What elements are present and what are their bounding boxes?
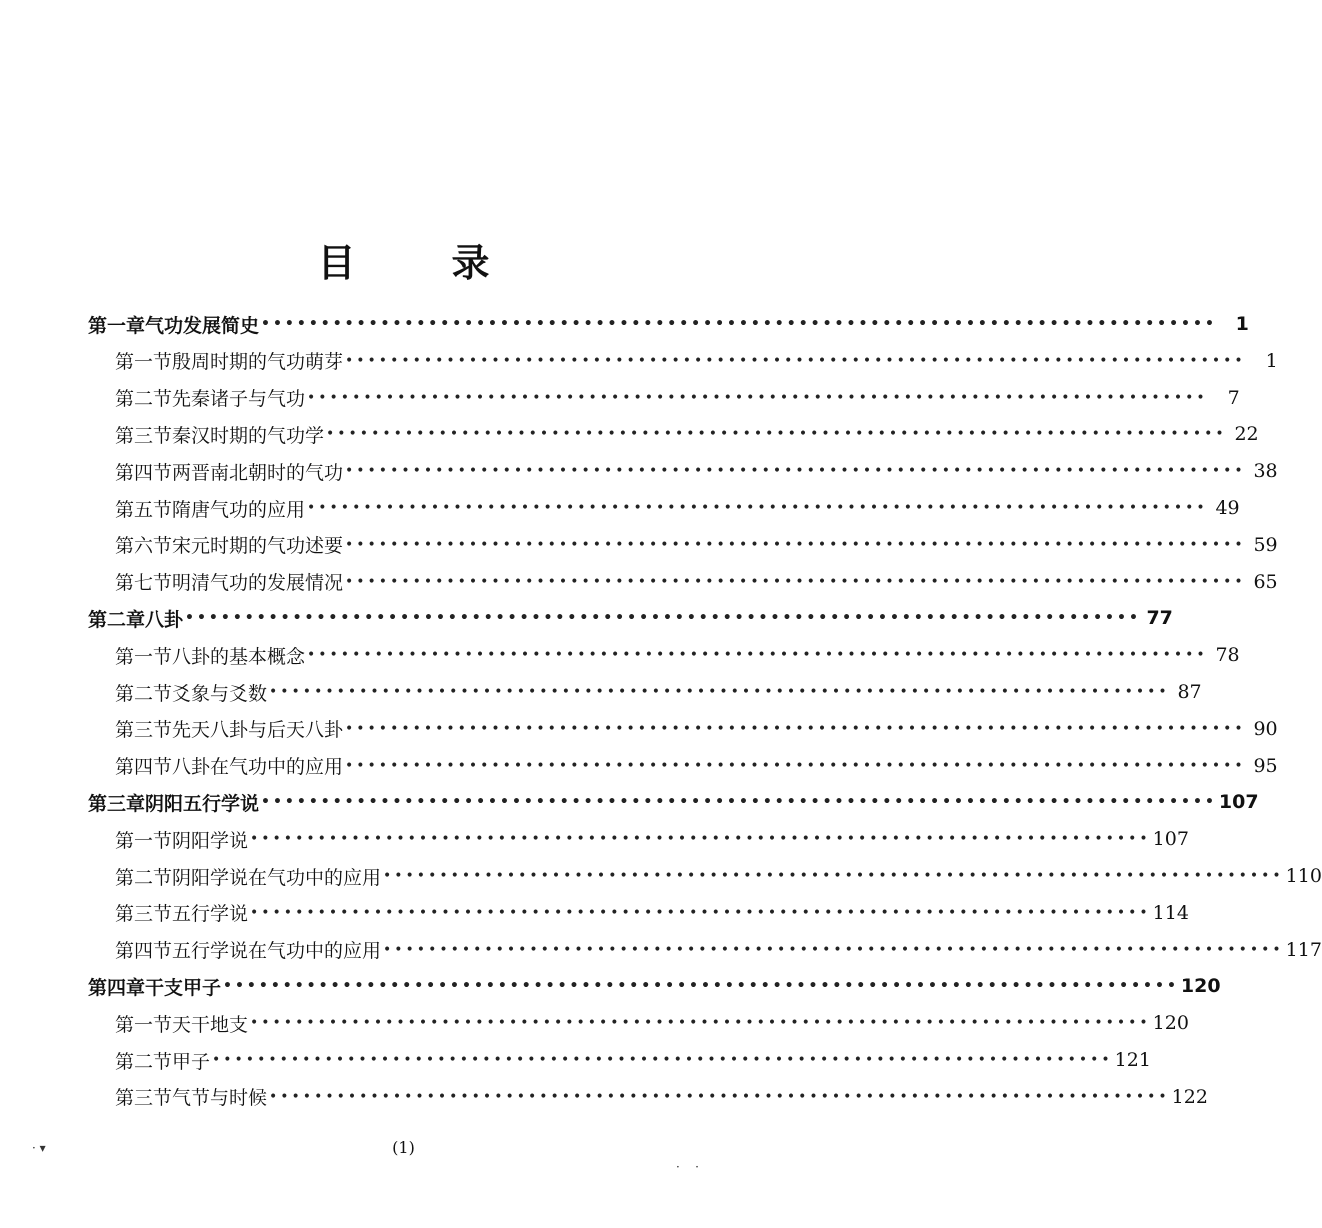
toc-entry-page: 7 (1227, 386, 1240, 409)
title-char-2: 录 (451, 241, 490, 285)
toc-chapter-entry (88, 602, 1173, 634)
dot-leader: •••••••••••••••••••••••••••••••••••••••••••••••••••••••••••••••••••••••••••••••• (269, 684, 1170, 700)
toc-section-entry (115, 566, 1278, 598)
dot-leader: •••••••••••••••••••••••••••••••••••••••••••••••••••••••••••••••••••••••••••••••• (185, 610, 1141, 627)
toc-section-entry (115, 713, 1278, 745)
scan-mark-right: · · (676, 1160, 699, 1174)
toc-entry-page: 120 (1180, 975, 1221, 998)
toc-entry-title: 气功发展简史 (145, 314, 260, 337)
dot-leader: •••••••••••••••••••••••••••••••••••••••••••••••••••••••••••••••••••••••••••••••• (345, 720, 1246, 737)
toc-entry-label: 第三节 (115, 424, 173, 447)
toc-section-entry (115, 897, 1189, 929)
toc-entry-label: 第二节 (115, 1050, 173, 1073)
toc-entry-title: 天干地支 (172, 1013, 249, 1036)
toc-section-entry (115, 418, 1259, 450)
toc-entry-label: 第二章 (88, 608, 146, 631)
toc-entry-label: 第六节 (115, 535, 173, 558)
toc-entry-label: 第四节 (115, 756, 173, 779)
toc-section-entry (115, 345, 1278, 377)
toc-entry-title: 五行学说 (172, 903, 249, 926)
toc-section-entry (115, 1081, 1208, 1113)
dot-leader: •••••••••••••••••••••••••••••••••••••••••••••••••••••••••••••••••••••••••••••••• (261, 316, 1217, 332)
toc-entry-label: 第一节 (115, 351, 173, 374)
page-number: (1) (392, 1138, 415, 1157)
toc-entry-page: 78 (1215, 644, 1240, 667)
toc-entry-label: 第三章 (88, 792, 146, 815)
toc-entry-title: 明清气功的发展情况 (172, 572, 344, 595)
toc-entry-page: 38 (1253, 460, 1278, 483)
dot-leader: •••••••••••••••••••••••••••••••••••••••••••••••••••••••••••••••••••••••••••••••• (269, 1088, 1170, 1105)
toc-chapter-entry (88, 308, 1249, 340)
toc-entry-page: 117 (1285, 938, 1322, 961)
toc-entry-title: 五行学说在气功中的应用 (172, 940, 382, 963)
toc-section-entry (115, 492, 1240, 524)
dot-leader: •••••••••••••••••••••••••••••••••••••••••••••••••••••••••••••••••••••••••••••••• (345, 463, 1246, 480)
dot-leader: •••••••••••••••••••••••••••••••••••••••••••••••••••••••••••••••••••••••••••••••• (326, 426, 1227, 443)
toc-entry-page: 1 (1265, 349, 1278, 372)
toc-entry-page: 107 (1218, 791, 1259, 814)
dot-leader: •••••••••••••••••••••••••••••••••••••••••••••••••••••••••••••••••••••••••••••••• (345, 352, 1246, 369)
dot-leader: •••••••••••••••••••••••••••••••••••••••••••••••••••••••••••••••••••••••••••••••• (345, 573, 1246, 590)
toc-entry-page: 107 (1152, 828, 1189, 851)
dot-leader: •••••••••••••••••••••••••••••••••••••••••••••••••••••••••••••••••••••••••••••••• (345, 757, 1246, 774)
toc-entry-page: 77 (1146, 607, 1173, 630)
scan-mark-left: · ▾ (32, 1141, 46, 1155)
toc-entry-label: 第一节 (115, 829, 173, 852)
toc-entry-label: 第二节 (115, 682, 173, 705)
toc-entry-label: 第一节 (115, 645, 173, 668)
toc-entry-page: 90 (1253, 717, 1278, 740)
toc-entry-title: 先天八卦与后天八卦 (172, 719, 344, 742)
toc-section-entry (115, 823, 1189, 855)
toc-section-entry (115, 382, 1240, 414)
toc-entry-page: 49 (1215, 497, 1240, 519)
dot-leader: •••••••••••••••••••••••••••••••••••••••••••••••••••••••••••••••••••••••••••••••• (383, 868, 1284, 884)
toc-chapter-entry (88, 786, 1259, 818)
toc-entry-label: 第一章 (88, 314, 146, 337)
toc-entry-title: 八卦的基本概念 (172, 645, 306, 668)
toc-entry-label: 第五节 (115, 498, 173, 521)
toc-entry-label: 第三节 (115, 903, 173, 926)
toc-section-entry (115, 1007, 1189, 1039)
toc-entry-title: 阴阳学说在气功中的应用 (172, 866, 382, 889)
toc-section-entry (115, 676, 1202, 708)
title-char-1: 目 (317, 241, 356, 285)
toc-entry-label: 第七节 (115, 572, 173, 595)
toc-section-entry (115, 639, 1240, 671)
toc-entry-label: 第二节 (115, 388, 173, 411)
toc-entry-page: 120 (1152, 1012, 1189, 1035)
toc-entry-page: 114 (1152, 901, 1189, 924)
toc-entry-label: 第二节 (115, 866, 173, 889)
toc-section-entry (115, 750, 1278, 782)
toc-chapter-entry (88, 970, 1221, 1002)
dot-leader: •••••••••••••••••••••••••••••••••••••••••••••••••••••••••••••••••••••••••••••••• (345, 536, 1246, 553)
toc-entry-title: 阴阳学说 (172, 829, 249, 852)
toc-entry-title: 先秦诸子与气功 (172, 388, 306, 411)
toc-entry-title: 八卦在气功中的应用 (172, 756, 344, 779)
toc-entry-page: 95 (1253, 754, 1278, 777)
toc-entry-page: 121 (1114, 1049, 1151, 1071)
toc-entry-title: 殷周时期的气功萌芽 (172, 351, 344, 374)
dot-leader: •••••••••••••••••••••••••••••••••••••••••••••••••••••••••••••••••••••••••••••••• (212, 1052, 1113, 1068)
dot-leader: •••••••••••••••••••••••••••••••••••••••••••••••••••••••••••••••••••••••••••••••• (307, 500, 1208, 516)
toc-entry-title: 隋唐气功的应用 (172, 498, 306, 521)
dot-leader: •••••••••••••••••••••••••••••••••••••••••••••••••••••••••••••••••••••••••••••••• (383, 941, 1284, 958)
toc-entry-title: 阴阳五行学说 (145, 792, 260, 815)
toc-section-entry (115, 860, 1322, 892)
toc-entry-title: 秦汉时期的气功学 (172, 424, 325, 447)
toc-entry-page: 59 (1253, 533, 1278, 556)
toc-entry-label: 第四章 (88, 976, 146, 999)
dot-leader: •••••••••••••••••••••••••••••••••••••••••••••••••••••••••••••••••••••••••••••••• (307, 647, 1208, 664)
toc-entry-page: 110 (1285, 865, 1322, 887)
toc-entry-label: 第三节 (115, 1087, 173, 1110)
toc-entry-title: 两晋南北朝时的气功 (172, 461, 344, 484)
toc-entry-label: 第一节 (115, 1013, 173, 1036)
dot-leader: •••••••••••••••••••••••••••••••••••••••••••••••••••••••••••••••••••••••••••••••• (261, 794, 1217, 811)
toc-entry-page: 87 (1177, 681, 1202, 703)
toc-entry-page: 1 (1235, 313, 1249, 335)
toc-section-entry (115, 934, 1322, 966)
toc-entry-label: 第四节 (115, 940, 173, 963)
toc-section-entry (115, 455, 1278, 487)
toc-entry-page: 65 (1253, 570, 1278, 593)
toc-section-entry (115, 529, 1278, 561)
toc-entry-label: 第三节 (115, 719, 173, 742)
toc-entry-title: 干支甲子 (145, 976, 222, 999)
toc-entry-title: 宋元时期的气功述要 (172, 535, 344, 558)
toc-entry-page: 122 (1171, 1085, 1208, 1108)
toc-entry-title: 爻象与爻数 (172, 682, 268, 705)
dot-leader: •••••••••••••••••••••••••••••••••••••••••••••••••••••••••••••••••••••••••••••••• (223, 978, 1179, 995)
dot-leader: •••••••••••••••••••••••••••••••••••••••••••••••••••••••••••••••••••••••••••••••• (250, 904, 1151, 921)
dot-leader: •••••••••••••••••••••••••••••••••••••••••••••••••••••••••••••••••••••••••••••••• (250, 1015, 1151, 1032)
toc-entry-title: 八卦 (145, 608, 184, 631)
toc-entry-label: 第四节 (115, 461, 173, 484)
toc-entry-title: 甲子 (172, 1050, 211, 1073)
dot-leader: •••••••••••••••••••••••••••••••••••••••••••••••••••••••••••••••••••••••••••••••• (307, 389, 1208, 406)
toc-section-entry (115, 1044, 1151, 1076)
toc-entry-title: 气节与时候 (172, 1087, 268, 1110)
toc-entry-page: 22 (1234, 423, 1259, 446)
dot-leader: •••••••••••••••••••••••••••••••••••••••••••••••••••••••••••••••••••••••••••••••• (250, 831, 1151, 848)
